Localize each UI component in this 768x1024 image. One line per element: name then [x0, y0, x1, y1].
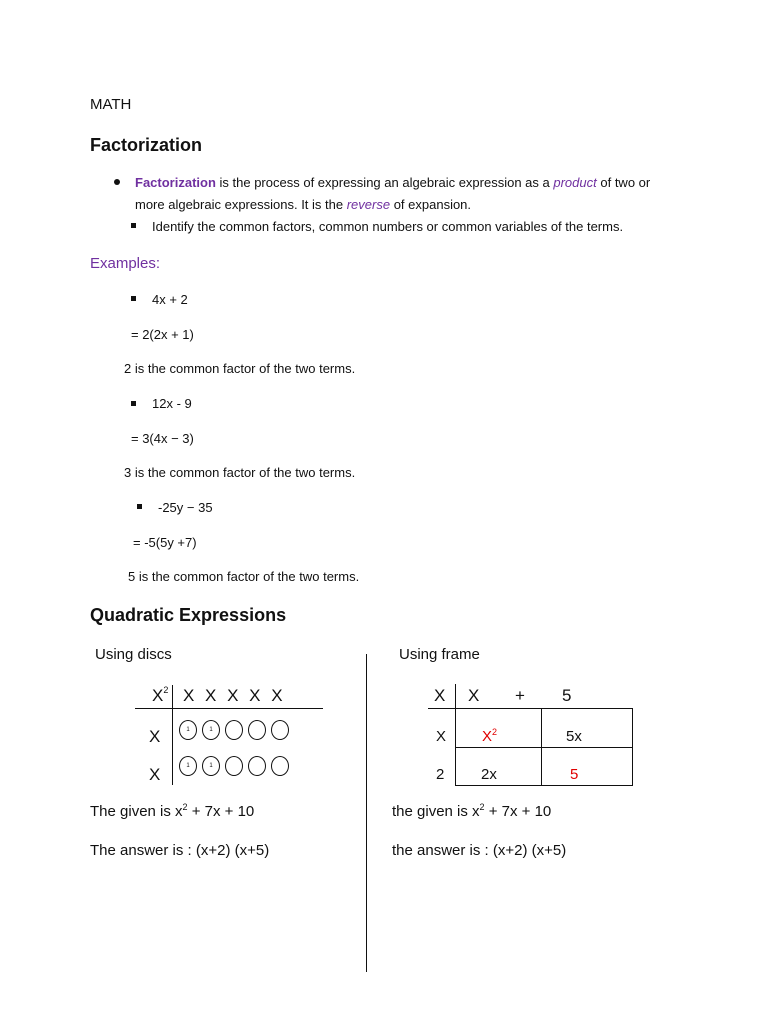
example-1-result: = 2(2x + 1)	[131, 327, 194, 342]
frame-cell-x2-base: X	[482, 728, 493, 745]
example-2-expr: 12x - 9	[152, 396, 192, 411]
frame-given-sup: 2	[479, 802, 485, 812]
frame-row-1-label: X	[436, 728, 447, 745]
disc-one: 1	[202, 720, 220, 740]
quadratic-heading: Quadratic Expressions	[90, 605, 287, 625]
discs-answer: The answer is : (x+2) (x+5)	[90, 842, 270, 859]
definition-term: Factorization	[135, 175, 216, 190]
discs-horizontal-line	[135, 708, 323, 709]
page-title: Factorization	[90, 135, 203, 155]
definition-part2: of two or	[596, 175, 651, 190]
definition-product: product	[553, 175, 597, 190]
example-2-result: = 3(4x − 3)	[131, 431, 194, 446]
disc-x	[248, 720, 266, 740]
square-bullet-icon	[131, 223, 136, 228]
example-3-result: = -5(5y +7)	[133, 535, 197, 550]
disc-one: 1	[179, 720, 197, 740]
disc-x	[271, 720, 289, 740]
frame-header-x: X	[468, 686, 480, 705]
example-3-expr: -25y − 35	[158, 500, 213, 515]
discs-vertical-line	[172, 685, 173, 785]
discs-top-x: X	[152, 686, 164, 705]
frame-given-prefix: the given is x	[392, 803, 480, 820]
square-bullet-icon	[131, 296, 136, 301]
disc-x	[271, 756, 289, 776]
frame-vertical-line	[455, 684, 456, 786]
discs-row-2-label: X	[149, 765, 161, 784]
discs-top-xs: X X X X X	[183, 686, 285, 705]
disc-x	[225, 756, 243, 776]
frame-cell-x2-sup: 2	[492, 727, 498, 737]
definition-reverse: reverse	[346, 197, 391, 212]
frame-bottom-line	[455, 785, 633, 786]
example-1-note: 2 is the common factor of the two terms.	[124, 361, 356, 376]
example-2-note: 3 is the common factor of the two terms.	[124, 465, 356, 480]
column-divider	[366, 654, 367, 972]
examples-heading: Examples:	[90, 255, 161, 272]
discs-heading: Using discs	[95, 646, 172, 663]
frame-cell-5: 5	[570, 766, 579, 783]
example-1-expr: 4x + 2	[152, 292, 188, 307]
frame-corner-label: X	[434, 686, 446, 705]
frame-middle-line	[455, 747, 633, 748]
square-bullet-icon	[131, 401, 136, 406]
frame-cell-2x: 2x	[481, 766, 497, 783]
subject-label: MATH	[90, 96, 132, 113]
disc-x	[225, 720, 243, 740]
definition-line-1	[135, 175, 650, 190]
definition-line2b: of expansion.	[390, 197, 472, 212]
frame-row-2-label: 2	[436, 766, 445, 783]
definition-line2a: more algebraic expressions. It is the	[135, 197, 347, 212]
discs-top-sup: 2	[163, 685, 169, 695]
discs-given-suffix: + 7x + 10	[187, 803, 255, 820]
example-3-note: 5 is the common factor of the two terms.	[128, 569, 360, 584]
frame-right-edge	[632, 708, 633, 786]
frame-inner-vertical	[541, 708, 542, 786]
sub-bullet-text: Identify the common factors, common numbers or common variables of the terms.	[152, 219, 624, 234]
frame-top-line	[428, 708, 633, 709]
bullet-icon	[114, 179, 120, 185]
discs-row-1-label: X	[149, 727, 161, 746]
definition-part1: is the process of expressing an algebraic expression as a	[215, 175, 554, 190]
frame-header-plus: +	[515, 686, 525, 705]
definition-line-2	[135, 197, 471, 212]
frame-header-5: 5	[562, 686, 572, 705]
discs-top-label	[152, 686, 168, 706]
frame-answer: the answer is : (x+2) (x+5)	[392, 842, 567, 859]
square-bullet-icon	[137, 504, 142, 509]
discs-given-prefix: The given is x	[90, 803, 183, 820]
disc-one: 1	[179, 756, 197, 776]
disc-one: 1	[202, 756, 220, 776]
frame-given	[392, 803, 551, 820]
frame-heading: Using frame	[399, 646, 480, 663]
discs-given	[90, 803, 254, 820]
disc-x	[248, 756, 266, 776]
frame-cell-x2	[482, 728, 497, 745]
frame-given-suffix: + 7x + 10	[484, 803, 552, 820]
discs-given-sup: 2	[182, 802, 188, 812]
frame-cell-5x: 5x	[566, 728, 582, 745]
